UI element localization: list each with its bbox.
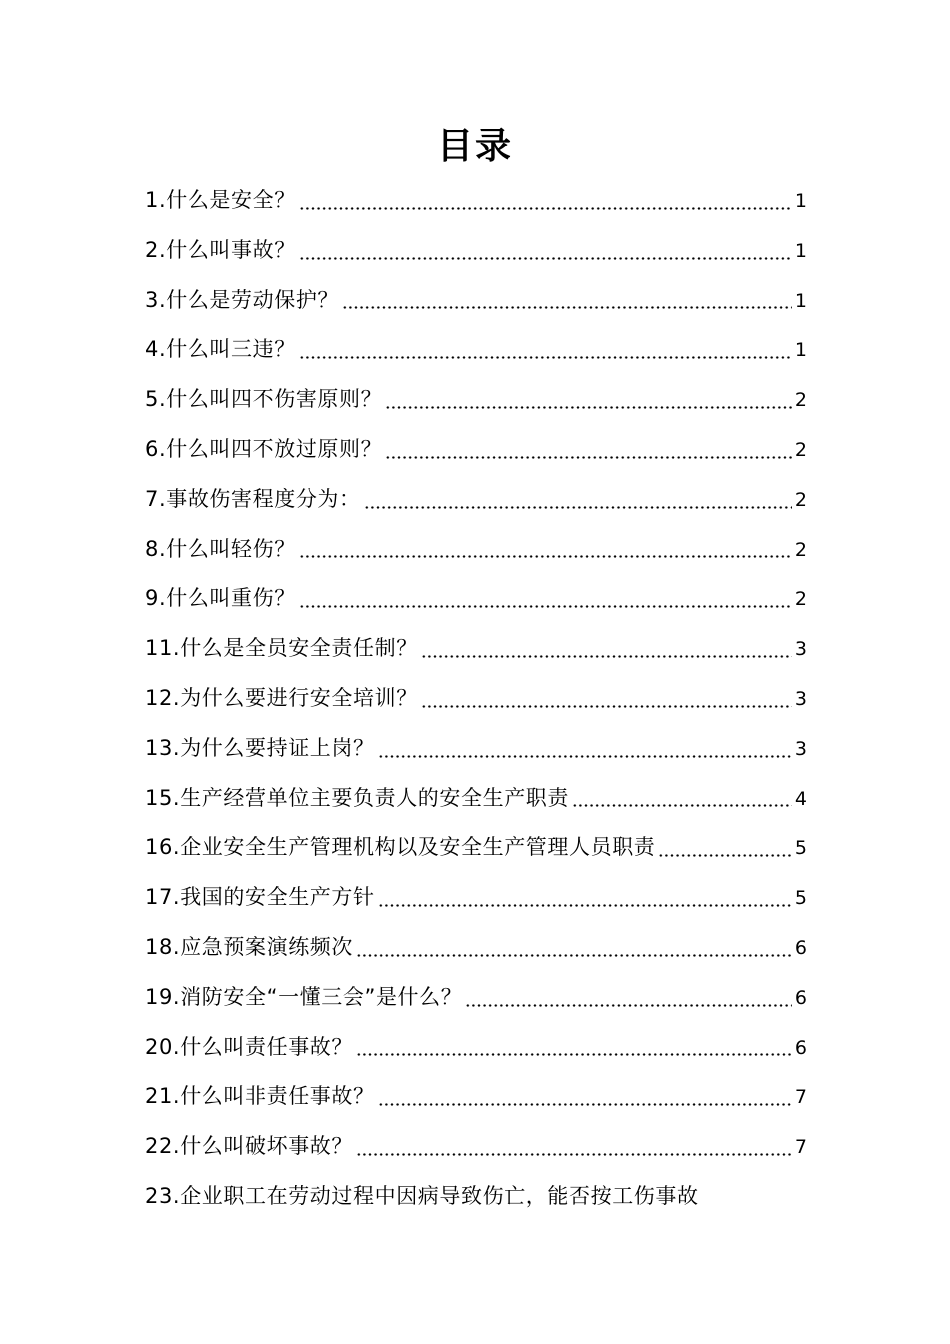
toc-entry[interactable] bbox=[145, 724, 807, 774]
toc-page-number: 7 bbox=[794, 1086, 807, 1109]
toc-page-number: 2 bbox=[794, 389, 807, 412]
toc-entry[interactable] bbox=[145, 574, 807, 624]
toc-page-number: 2 bbox=[794, 538, 807, 561]
toc-entry-label: 12.为什么要进行安全培训？ bbox=[145, 685, 418, 710]
toc-entry[interactable] bbox=[145, 823, 807, 873]
toc-dot-leader bbox=[378, 1103, 792, 1106]
toc-dot-leader bbox=[342, 306, 792, 309]
toc-dot-leader bbox=[658, 854, 792, 857]
toc-entry-label: 5.什么叫四不伤害原则？ bbox=[145, 387, 383, 412]
toc-dot-leader bbox=[378, 755, 792, 758]
toc-entry[interactable] bbox=[145, 923, 807, 973]
toc-page-number: 1 bbox=[794, 289, 807, 312]
toc-entry-label: 22.什么叫破坏事故？ bbox=[145, 1134, 353, 1159]
toc-entry[interactable] bbox=[145, 375, 807, 425]
toc-dot-leader bbox=[421, 705, 792, 708]
toc-list bbox=[145, 176, 807, 1222]
toc-dot-leader bbox=[299, 605, 792, 608]
toc-dot-leader bbox=[356, 1053, 792, 1056]
toc-title: 目录 bbox=[436, 125, 513, 167]
toc-entry-label: 15.生产经营单位主要负责人的安全生产职责 bbox=[145, 785, 569, 810]
toc-dot-leader bbox=[299, 356, 792, 359]
toc-entry[interactable] bbox=[145, 276, 807, 326]
toc-entry[interactable] bbox=[145, 1023, 807, 1073]
toc-page-number: 7 bbox=[794, 1136, 807, 1159]
toc-dot-leader bbox=[465, 1004, 792, 1007]
toc-entry-label: 2.什么叫事故？ bbox=[145, 237, 296, 262]
toc-entry-label: 7.事故伤害程度分为： bbox=[145, 486, 361, 511]
toc-entry[interactable] bbox=[145, 774, 807, 824]
toc-entry[interactable] bbox=[145, 176, 807, 226]
toc-entry[interactable] bbox=[145, 325, 807, 375]
toc-page-number: 2 bbox=[794, 588, 807, 611]
toc-entry-label: 9.什么叫重伤？ bbox=[145, 586, 296, 611]
toc-page-number: 6 bbox=[794, 986, 807, 1009]
toc-entry-label: 21.什么叫非责任事故？ bbox=[145, 1084, 375, 1109]
toc-dot-leader bbox=[356, 1153, 792, 1156]
toc-entry-label: 18.应急预案演练频次 bbox=[145, 934, 353, 959]
toc-entry-label: 11.什么是全员安全责任制？ bbox=[145, 636, 418, 661]
toc-dot-leader bbox=[299, 207, 792, 210]
toc-entry-label: 1.什么是安全？ bbox=[145, 188, 296, 212]
toc-page-number: 1 bbox=[794, 190, 807, 212]
toc-page-number: 2 bbox=[794, 488, 807, 511]
toc-dot-leader bbox=[385, 456, 792, 459]
toc-page-number: 6 bbox=[794, 1036, 807, 1059]
toc-entry-label: 8.什么叫轻伤？ bbox=[145, 536, 296, 561]
toc-entry-label: 13.为什么要持证上岗？ bbox=[145, 735, 375, 760]
toc-entry[interactable] bbox=[145, 674, 807, 724]
toc-page-number: 6 bbox=[794, 936, 807, 959]
toc-dot-leader bbox=[299, 555, 792, 558]
toc-dot-leader bbox=[421, 655, 792, 658]
toc-entry-label: 3.什么是劳动保护？ bbox=[145, 287, 340, 312]
toc-entry[interactable] bbox=[145, 425, 807, 475]
toc-entry-label: 20.什么叫责任事故？ bbox=[145, 1034, 353, 1059]
toc-dot-leader bbox=[378, 904, 792, 907]
toc-page-number: 3 bbox=[794, 638, 807, 661]
toc-page-number: 3 bbox=[794, 737, 807, 760]
toc-page-number: 1 bbox=[794, 239, 807, 262]
toc-entry[interactable] bbox=[145, 1072, 807, 1122]
toc-dot-leader bbox=[299, 257, 792, 260]
toc-page-number: 3 bbox=[794, 687, 807, 710]
toc-page-number: 4 bbox=[794, 787, 807, 810]
toc-entry[interactable] bbox=[145, 873, 807, 923]
toc-entry-label: 17.我国的安全生产方针 bbox=[145, 885, 375, 910]
toc-entry[interactable] bbox=[145, 624, 807, 674]
toc-entry-label: 16.企业安全生产管理机构以及安全生产管理人员职责 bbox=[145, 835, 656, 860]
toc-page-number: 5 bbox=[794, 887, 807, 910]
toc-entry-label: 6.什么叫四不放过原则？ bbox=[145, 436, 383, 461]
toc-dot-leader bbox=[356, 954, 792, 957]
toc-dot-leader bbox=[364, 506, 792, 509]
toc-entry[interactable] bbox=[145, 1172, 807, 1222]
toc-entry[interactable] bbox=[145, 525, 807, 575]
toc-entry-label: 23.企业职工在劳动过程中因病导致伤亡，能否按工伤事故 bbox=[145, 1183, 699, 1208]
toc-entry-label: 4.什么叫三违？ bbox=[145, 337, 296, 362]
toc-entry[interactable] bbox=[145, 475, 807, 525]
toc-entry[interactable] bbox=[145, 973, 807, 1023]
toc-page-number: 5 bbox=[794, 837, 807, 860]
toc-entry[interactable] bbox=[145, 1122, 807, 1172]
toc-entry-label: 19.消防安全“一懂三会”是什么？ bbox=[145, 984, 463, 1009]
toc-dot-leader bbox=[572, 804, 792, 807]
toc-page-number: 1 bbox=[794, 339, 807, 362]
toc-dot-leader bbox=[385, 406, 792, 409]
toc-page-number: 2 bbox=[794, 438, 807, 461]
toc-entry[interactable] bbox=[145, 226, 807, 276]
